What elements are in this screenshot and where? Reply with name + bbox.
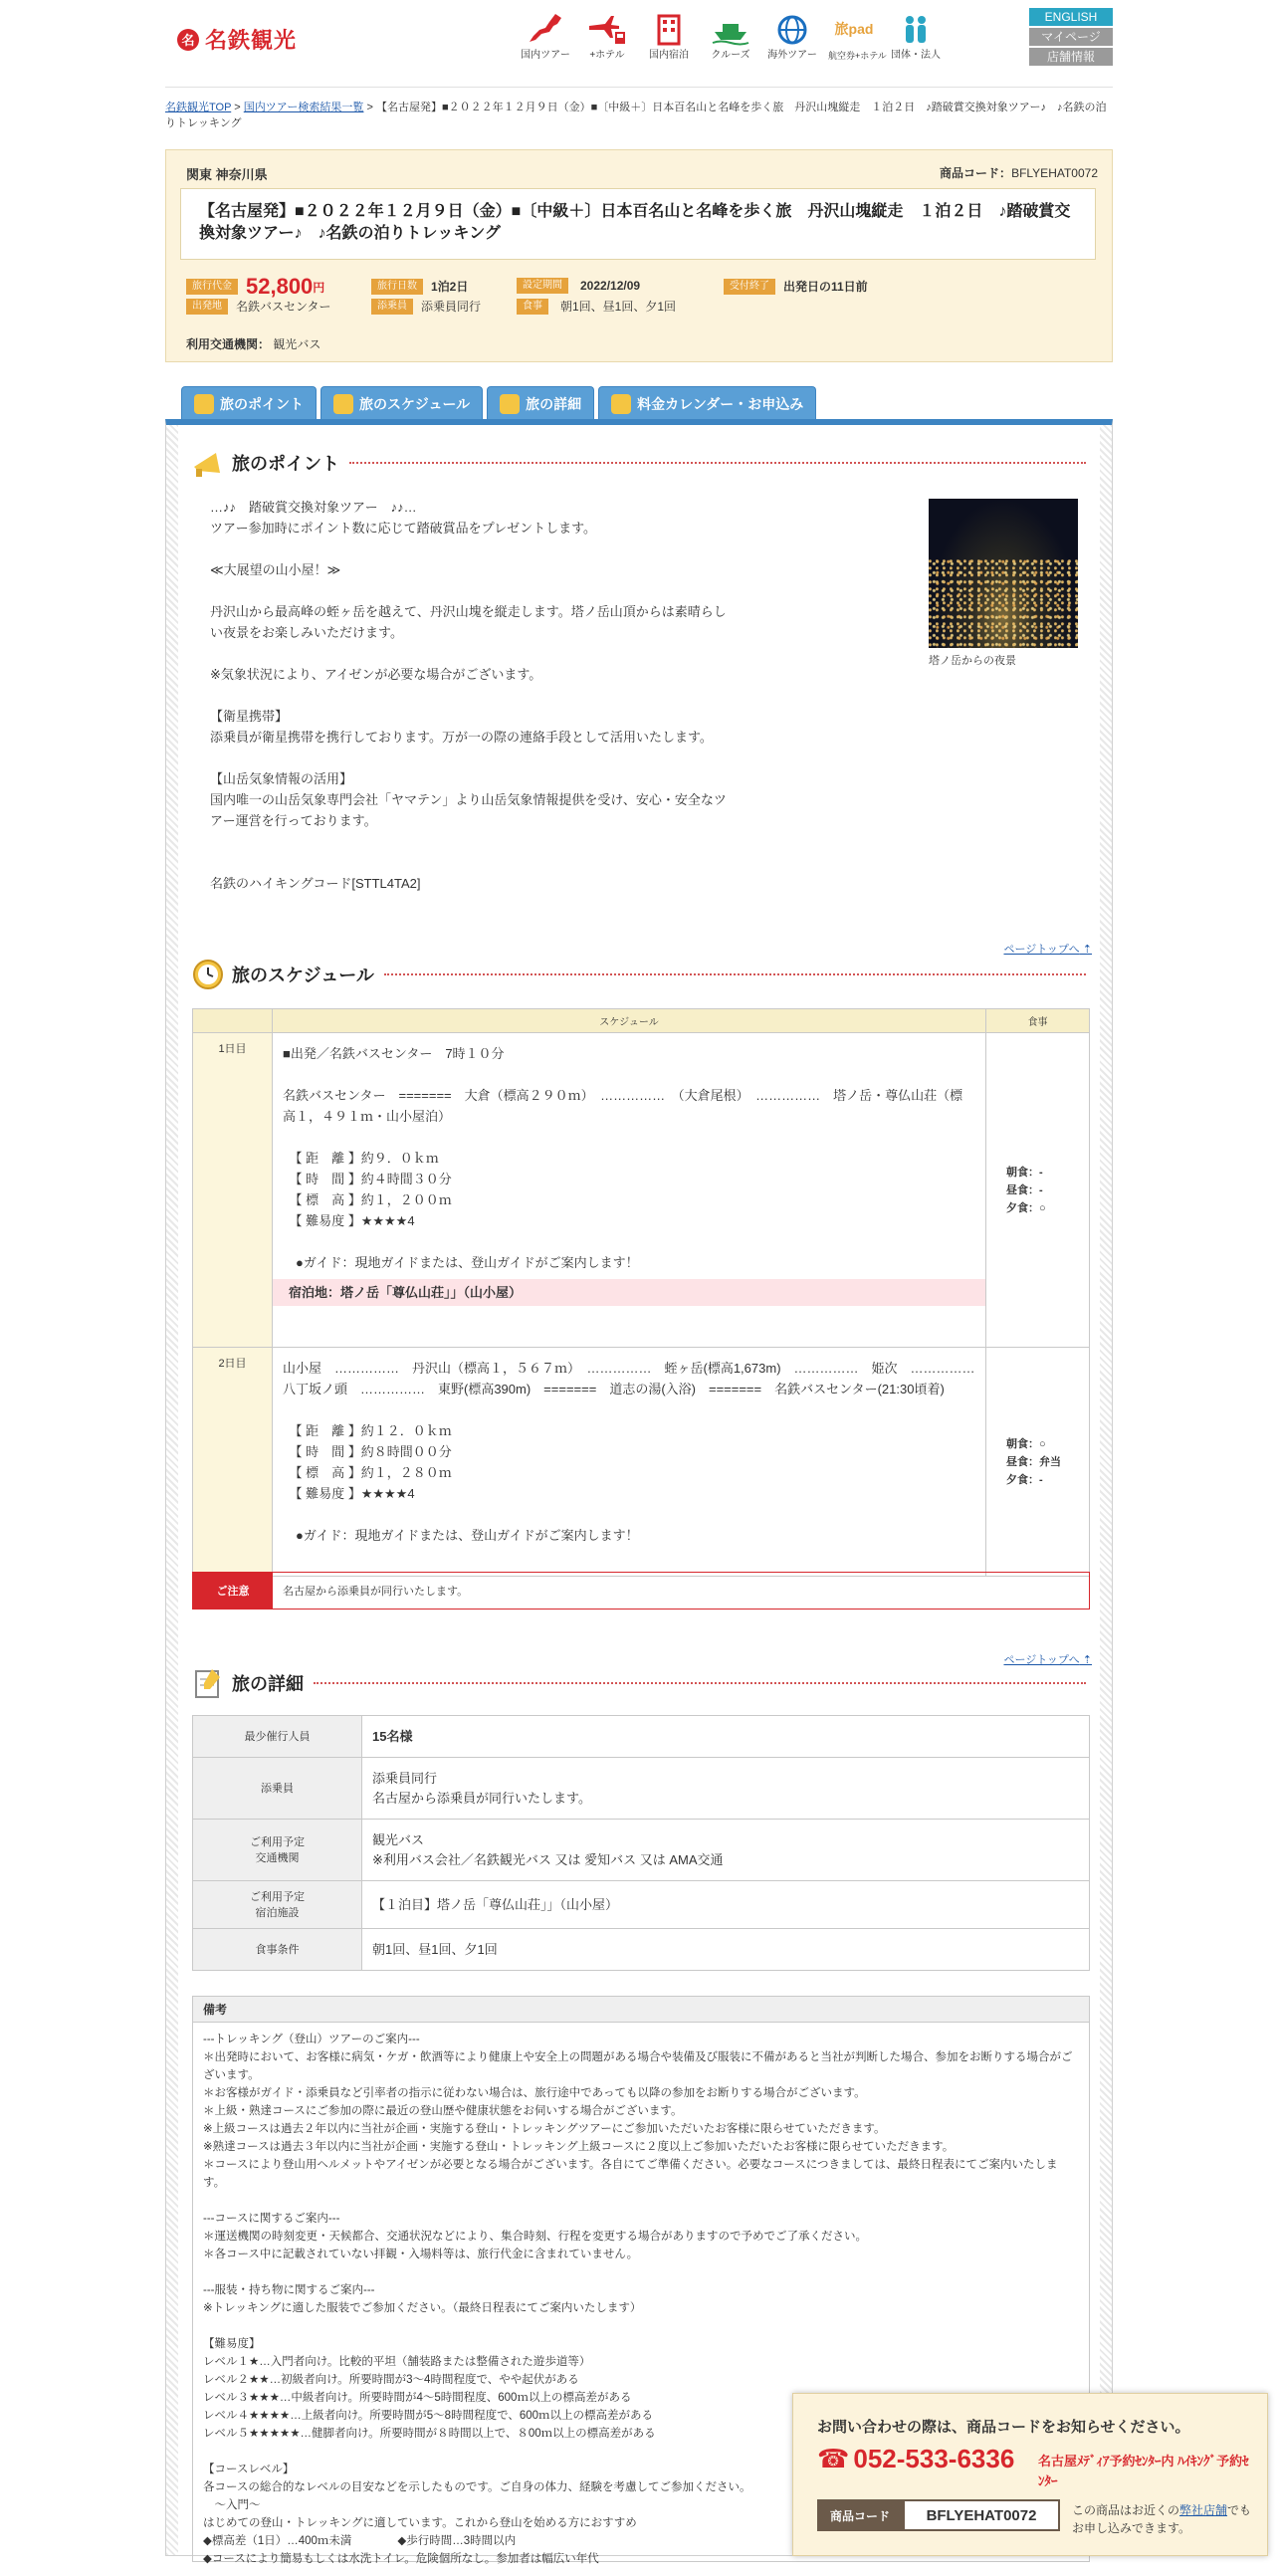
period-row: 設定期間 2022/12/09 xyxy=(517,278,640,294)
megaphone-icon xyxy=(190,447,226,479)
contact-question: お問い合わせの際は、商品コードをお知らせください。 xyxy=(817,2419,1190,2436)
departure-row: 出発地 名鉄バスセンター xyxy=(186,298,331,315)
group-icon xyxy=(896,12,936,46)
details-row: ご利用予定 交通機関 観光バス ※利用バス会社／名鉄観光バス 又は 愛知バス 又は AMA交通 xyxy=(193,1820,1090,1881)
breadcrumb: 名鉄観光TOP > 国内ツアー検索結果一覧 > 【名古屋発】■２０２２年１２月９日（金）■〔中級＋〕日本百名山と名峰を歩く旅 丹沢山塊縦走 １泊２日 ♪踏破賞交換対象ツアー♪ ♪名鉄の泊りトレッキング xyxy=(165,102,1107,129)
nav-domestic-hotel[interactable] xyxy=(643,12,695,62)
details-row: 食事条件 朝1回、昼1回、夕1回 xyxy=(193,1929,1090,1971)
logo-mark-icon: 名 xyxy=(177,29,199,51)
pagetop-link[interactable]: ページトップへ ⇡ xyxy=(1003,944,1092,956)
store-link[interactable]: 弊社店舗 xyxy=(1179,2503,1228,2517)
logo[interactable] xyxy=(177,24,297,55)
english-button[interactable]: ENGLISH xyxy=(1029,8,1113,26)
product-code: 商品コード：BFLYEHAT0072 xyxy=(940,166,1098,180)
day-description: 山小屋 …………… 丹沢山（標高１，５６７ｍ） …………… 蛭ヶ岳(標高1,673m) …………… 姫次 …………… 八丁坂ノ頭 …………… 東野(標高390m) ======= 道志の湯(入浴) ======= 名鉄バスセンター(21:30頃着) 【 距 離 】約１２．０ｋｍ 【 時 間 】約８時間００分 【 標 高 】約１，２８０ｍ 【 難易度 】★★★★4 ●ガイド：現地ガイドまたは、登山ガイドがご案内します！ xyxy=(273,1348,986,1577)
phone-icon: ☎ xyxy=(817,2444,850,2473)
nav-label: 海外ツアー xyxy=(767,50,817,61)
meal-summary: 朝1回、昼1回、夕1回 xyxy=(560,300,677,314)
clock-icon xyxy=(333,394,353,414)
tour-region: 関東 神奈川県 xyxy=(186,167,268,182)
contact-popup xyxy=(792,2393,1268,2556)
breadcrumb-home-link[interactable]: 名鉄観光TOP xyxy=(165,102,232,113)
nav-group-corporate[interactable] xyxy=(890,12,942,62)
conductor-row: 添乗員 添乗員同行 xyxy=(371,298,481,315)
breadcrumb-results-link[interactable]: 国内ツアー検索結果一覧 xyxy=(243,102,364,113)
lodging-info: 宿泊地：塔ノ岳「尊仏山荘」」（山小屋） xyxy=(273,1279,985,1306)
clock-icon xyxy=(190,959,226,990)
night-view-photo xyxy=(929,499,1078,648)
days-row: 旅行日数 1泊2日 xyxy=(371,278,468,295)
schedule-row-day1 xyxy=(193,1033,1090,1348)
tour-summary xyxy=(165,149,1113,362)
caution-box xyxy=(192,1572,1090,1610)
product-code-value: BFLYEHAT0072 xyxy=(903,2499,1060,2531)
tabipad-icon: 旅pad xyxy=(834,21,874,37)
meal-col-header: 食事 xyxy=(986,1009,1090,1033)
details-table xyxy=(192,1715,1090,1971)
day-description: ■出発／名鉄バスセンター 7時１０分 名鉄バスセンター ======= 大倉（標高２９０ｍ） …………… （大倉尾根） …………… 塔ノ岳・尊仏山荘（標高１，４９１ｍ・山小屋泊） 【 距 離 】約９．０ｋｍ 【 時 間 】約４時間３０分 【 標 高 】約１，２００ｍ 【 難易度 】★★★★4 ●ガイド：現地ガイドまたは、登山ガイドがご案内します！ 宿泊地：塔ノ岳「尊仏山荘」」（山小屋） xyxy=(273,1033,986,1348)
conductor: 添乗員同行 xyxy=(421,300,482,314)
calendar-icon xyxy=(611,394,631,414)
meal-row: 食事 朝1回、昼1回、夕1回 xyxy=(517,298,676,315)
transport: 利用交通機関： 観光バス xyxy=(186,337,321,351)
tab-schedule[interactable]: 旅のスケジュール xyxy=(320,386,483,420)
day-label: 1日目 xyxy=(193,1033,273,1348)
departure: 名鉄バスセンター xyxy=(236,300,331,314)
tour-price: 52,800 xyxy=(246,274,314,299)
section-title-details: 旅の詳細 xyxy=(190,1667,1086,1699)
nav-label: 国内宿泊 xyxy=(649,50,689,61)
deadline-row: 受付終了 出発日の11日前 xyxy=(724,278,868,295)
tab-details[interactable]: 旅の詳細 xyxy=(487,386,594,420)
plane-train-icon xyxy=(587,12,627,46)
product-code-box xyxy=(817,2499,1060,2531)
caution-label: ご注意 xyxy=(193,1573,273,1609)
store-note: この商品はお近くの弊社店舗でもお申し込みできます。 xyxy=(1072,2503,1252,2535)
day-label: 2日目 xyxy=(193,1348,273,1577)
main-content xyxy=(165,419,1113,2565)
notepad-icon xyxy=(500,394,520,414)
nav-tabipad[interactable] xyxy=(828,12,887,62)
logo-text: 名鉄観光 xyxy=(205,28,298,53)
schedule-row-day2 xyxy=(193,1348,1090,1577)
tab-calendar[interactable]: 料金カレンダー・お申込み xyxy=(598,386,816,420)
price-row: 旅行代金 52,800 円 xyxy=(186,274,324,300)
point-body: …♪♪ 踏破賞交換対象ツアー ♪♪… ツアー参加時にポイント数に応じて踏破賞品をプレゼントします。 ≪大展望の山小屋！≫ 丹沢山から最高峰の蛭ヶ岳を越えて、丹沢山塊を縦走します。塔ノ岳山頂からは素晴らしい夜景をお楽しみいただけます。 ※気象状況により、アイゼンが必要な場合がございます。 【衛星携帯】 添乗員が衛星携帯を携行しております。万が一の際の連絡手段として活用いたします。 【山岳気象情報の活用】 国内唯一の山岳気象専門会社「ヤマテン」より山岳気象情報提供を受け、安心・安全なツアー運営を行っております。 名鉄のハイキングコード[STTL4TA2] xyxy=(210,500,727,891)
site-header xyxy=(165,0,1113,88)
nav-cruise[interactable] xyxy=(705,12,756,62)
notepad-icon xyxy=(190,1667,226,1699)
notes-body: ---トレッキング（登山）ツアーのご案内--- ＊出発時において、お客様に病気・ケガ・飲酒等により健康上や安全上の問題がある場合や装備及び服装に不備があると当社が判断した場合、参加をお断りする場合がございます。 ＊お客様がガイド・添乗員など引率者の指示に従わない場合は、旅行途中であっても以降の参加をお断りする場合がございます。 ＊上級・熟達コースにご参加の際に最近の登山歴や健康状態をお伺いする場合がございます。 ※上級コースは過去２年以内に当社が企画・実施する登山・トレッキングツアーにご参加いただいたお客様に限らせていただきます。 ※熟達コースは過去３年以内に当社が企画・実施する登山・トレッキング上級コースに２度以上ご参加いただいたお客様に限らせていただきます。 ＊コースにより登山用ヘルメットやアイゼンが必要となる場合がございます。各自にてご準備ください。必要なコースにつきましては、最終日程表にてご案内いたします。 ---コースに関するご案内--- ＊運送機関の時刻変更・天候都合、交通状況などにより、集合時刻、行程を変更する場合がありますので予めでご了承ください。 ＊各コース中に記載されていない拝観・入場料等は、旅行代金に含まれていません。 ---服装・持ち物に関するご案内--- ※トレッキングに適した服装でご参加ください。（最終日程表にてご案内いたします） 【難易度】 レベル１★…入門者向け。比較的平坦（舗装路または整備された遊歩道等） レベル２★★…初級者向け。所要時間が3～4時間程度で、やや起伏がある レベル３★★★…中級者向け。所要時間が4～5時間程度、600ｍ以上の標高差がある レベル４★★★★…上級者向け。所要時間が5～8時間程度で、600ｍ以上の標高差がある レベル５★★★★★…健脚者向け。所要時間が８時間以上で、８00ｍ以上の標高差がある 【コースレベル】 各コースの総合的なレベルの目安などを示したものです。ご自身の体力、経験を考慮してご参加ください。 ～入門～ はじめての登山・トレッキングに適しています。これから登山を始める方におすすめ ◆標高差（1日）…400ｍ未満 ◆歩行時間…3時間以内 ◆コースにより簡易もしくは水洗トイレ。危険個所なし。参加者は幅広い年代 xyxy=(203,2034,1073,2565)
caution-text: 名古屋から添乗員が同行いたします。 xyxy=(283,1586,469,1598)
globe-icon xyxy=(772,12,812,46)
contact-center: 名古屋ﾒﾃﾞｨｱ予約ｾﾝﾀｰ内 ﾊｲｷﾝｸﾞ予約ｾﾝﾀｰ xyxy=(1038,2454,1249,2488)
nav-label: 国内ツアー xyxy=(521,50,570,61)
price-tag: 旅行代金 xyxy=(186,279,238,295)
nav-label: 団体・法人 xyxy=(891,50,941,61)
pagetop-link[interactable]: ページトップへ ⇡ xyxy=(1003,1654,1092,1666)
tour-period: 2022/12/09 xyxy=(580,279,641,293)
photo-caption: 塔ノ岳からの夜景 xyxy=(929,655,1016,667)
deadline: 出発日の11日前 xyxy=(783,280,868,294)
tab-point[interactable]: 旅のポイント xyxy=(181,386,317,420)
notes-header: 備考 xyxy=(193,1997,1089,2023)
tour-days: 1泊2日 xyxy=(431,280,469,294)
phone-number[interactable]: ☎ 052-533-6336 xyxy=(817,2444,1015,2473)
details-row: ご利用予定 宿泊施設 【１泊目】塔ノ岳「尊仏山荘」」（山小屋） xyxy=(193,1881,1090,1929)
megaphone-icon xyxy=(194,394,214,414)
breadcrumb-current: 【名古屋発】■２０２２年１２月９日（金）■〔中級＋〕日本百名山と名峰を歩く旅 丹沢山塊縦走 １泊２日 ♪踏破賞交換対象ツアー♪ ♪名鉄の泊りトレッキング xyxy=(165,102,1107,129)
schedule-table xyxy=(192,1008,1090,1577)
schedule-col-header: スケジュール xyxy=(273,1009,986,1033)
section-title-schedule: 旅のスケジュール xyxy=(190,959,1086,990)
hotel-icon xyxy=(649,12,689,46)
section-tabs xyxy=(181,386,816,420)
global-nav xyxy=(520,12,952,62)
nav-label: 航空券+ホテル xyxy=(828,51,887,61)
nav-label: クルーズ xyxy=(711,50,750,61)
details-row: 最少催行人員 15名様 xyxy=(193,1716,1090,1758)
details-row: 添乗員 添乗員同行 名古屋から添乗員が同行いたします。 xyxy=(193,1758,1090,1820)
nav-overseas-tour[interactable] xyxy=(766,12,818,62)
ship-icon xyxy=(711,12,750,46)
mypage-button[interactable]: マイページ xyxy=(1029,28,1113,46)
nav-domestic-tour[interactable] xyxy=(520,12,571,62)
nav-air-jr-hotel[interactable] xyxy=(581,12,633,62)
product-code-label: 商品コード xyxy=(817,2499,903,2531)
meal-info: 朝食：- 昼食：- 夕食：○ xyxy=(986,1033,1090,1348)
meal-info: 朝食：○ 昼食：弁当 夕食：- xyxy=(986,1348,1090,1577)
store-info-button[interactable]: 店舗情報 xyxy=(1029,48,1113,66)
section-title-point: 旅のポイント xyxy=(190,447,1086,479)
nav-label: +ホテル xyxy=(589,50,625,61)
japan-map-icon xyxy=(526,12,565,46)
utility-links xyxy=(1029,8,1113,68)
tour-title: 【名古屋発】■２０２２年１２月９日（金）■〔中級＋〕日本百名山と名峰を歩く旅 丹沢山塊縦走 １泊２日 ♪踏破賞交換対象ツアー♪ ♪名鉄の泊りトレッキング xyxy=(180,188,1096,260)
